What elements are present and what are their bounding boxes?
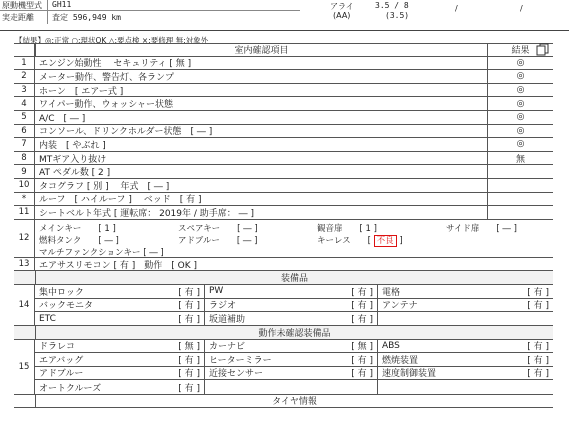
table-row	[14, 97, 553, 111]
equipment-value: [ 無 ]	[351, 342, 373, 353]
row-number: 6	[14, 125, 35, 138]
equipment-value: [ 有 ]	[351, 315, 373, 326]
equipment-cell	[205, 380, 378, 394]
fuel-tank: 燃料タンク [ ― ]	[39, 235, 119, 246]
equipment-name: 速度制御装置	[382, 369, 437, 380]
equipment-value: [ 有 ]	[178, 287, 200, 298]
row-number: 3	[14, 84, 35, 97]
table-row	[14, 111, 553, 125]
row-result: ◎	[487, 125, 553, 138]
row-item: メーター動作、警告灯、各ランプ	[39, 72, 175, 83]
row-number: 1	[14, 57, 35, 70]
equipment-value: [ 有 ]	[351, 369, 373, 380]
equipment-cell	[378, 380, 553, 394]
row-item: タコグラフ [ 別 ] 年式 [ ― ]	[39, 181, 170, 192]
equipment-cell	[35, 285, 205, 298]
grid-row	[35, 340, 553, 354]
equipment-name: 近接センサー	[209, 369, 264, 380]
table-row	[14, 206, 553, 220]
grid-row	[35, 380, 553, 394]
equipment-cell	[378, 353, 553, 366]
equipment-cell	[205, 367, 378, 380]
row-result: ◎	[487, 138, 553, 151]
table-row	[14, 138, 553, 152]
equipment-cell	[205, 299, 378, 312]
equipment-value: [ 有 ]	[527, 342, 549, 353]
rear-doors: 観音扉 [ 1 ]	[317, 223, 377, 234]
equipment-value: [ 有 ]	[351, 301, 373, 312]
equipment-value: [ 有 ]	[527, 369, 549, 380]
row-number: 7	[14, 138, 35, 151]
keyless: キーレス [ 不良 ]	[317, 235, 403, 246]
equipment-value: [ 有 ]	[178, 355, 200, 366]
row-number: 2	[14, 70, 35, 83]
inspection-table	[14, 43, 553, 408]
equipment-cell	[205, 340, 378, 353]
equipment-value: [ 有 ]	[178, 369, 200, 380]
row-item: シートベルト年式 [ 運転席： 2019年 / 助手席： ― ]	[39, 208, 254, 219]
copy-icon[interactable]	[533, 43, 553, 56]
row-number: 13	[14, 258, 35, 271]
model-label: 原動機型式	[2, 1, 42, 10]
mileage-value: 査定 596,949 km	[52, 13, 121, 22]
align-label: アライ	[330, 2, 354, 11]
equipment-section-header	[14, 271, 553, 285]
row-number: 12	[14, 220, 35, 257]
adblue-key: アドブルー [ ― ]	[178, 235, 258, 246]
equipment-name: アンテナ	[382, 301, 418, 312]
keyless-status-badge: 不良	[374, 235, 397, 247]
equipment-cell	[205, 353, 378, 366]
equipment-name: ドラレコ	[39, 342, 76, 353]
align-value-2: (3.5)	[385, 11, 410, 20]
equipment-title: 装備品	[35, 271, 553, 284]
tire-section-header	[14, 395, 553, 409]
equipment-name: ETC	[39, 313, 56, 324]
table-row	[14, 84, 553, 98]
equipment-cell	[35, 312, 205, 326]
row-result: ◎	[487, 97, 553, 110]
equipment-value: [ 有 ]	[178, 383, 200, 394]
equipment-value: [ 有 ]	[178, 315, 200, 326]
row-item: エアサスリモコン [ 有 ] 動作 [ OK ]	[39, 260, 197, 271]
grid-row	[35, 299, 553, 313]
row-result: ◎	[487, 70, 553, 83]
equipment-value: [ 有 ]	[527, 287, 549, 298]
equipment-name: オートクルーズ	[39, 383, 102, 394]
equipment-cell	[35, 367, 205, 380]
equipment-value: [ 有 ]	[527, 355, 549, 366]
row-item: A/C [ ― ]	[39, 113, 86, 124]
equipment-name: ヒーターミラー	[209, 355, 272, 366]
row-number: 15	[14, 340, 35, 394]
tire-title: タイヤ情報	[35, 395, 553, 408]
table-header-row	[14, 43, 553, 57]
equipment-cell	[205, 285, 378, 298]
equipment-value: [ 無 ]	[178, 342, 200, 353]
row-number: 14	[14, 285, 35, 325]
equipment-cell	[378, 312, 553, 326]
equipment-name: 電格	[382, 287, 401, 298]
row-number: 5	[14, 111, 35, 124]
table-row	[14, 57, 553, 71]
grid-row	[35, 285, 553, 299]
equipment-cell	[205, 312, 378, 326]
align-value: 3.5 / 8	[375, 1, 409, 10]
header-divider	[0, 10, 300, 11]
table-row	[14, 193, 553, 207]
equipment-name: PW	[209, 286, 224, 297]
equipment-value: [ 有 ]	[351, 355, 373, 366]
multifunction-key: マルチファンクションキー [ ― ]	[39, 247, 164, 258]
header-column-divider	[47, 0, 48, 24]
equipment-name: 燃焼装置	[382, 355, 419, 366]
row-item: AT ペダル数 [ 2 ]	[39, 168, 111, 179]
equipment-name: ABS	[382, 340, 400, 351]
unchecked-section-header	[14, 326, 553, 340]
spare-key: スペアキー [ ― ]	[178, 223, 258, 234]
vehicle-header	[0, 0, 569, 31]
equipment-cell	[35, 299, 205, 312]
row-result	[487, 206, 553, 219]
row-item: ワイパー動作、ウォッシャー状態	[39, 100, 174, 111]
slash-mark-1: /	[455, 4, 458, 13]
equipment-name: バックモニタ	[39, 301, 94, 312]
row-item: ルーフ [ ハイルーフ ] ベッド [ 有 ]	[39, 195, 202, 206]
align-sub: (AA)	[333, 11, 351, 20]
equipment-value: [ 有 ]	[527, 301, 549, 312]
equipment-value: [ 有 ]	[351, 287, 373, 298]
row-result: ◎	[487, 111, 553, 124]
unchecked-title: 動作未確認装備品	[35, 326, 553, 339]
row-number: 11	[14, 206, 35, 219]
table-row-keys	[14, 220, 553, 258]
model-value: GH11	[52, 0, 72, 9]
row-result: ◎	[487, 57, 553, 70]
row-item: MTギア入り抜け	[39, 154, 107, 165]
equipment-name: 坂道補助	[209, 315, 246, 326]
grid-row	[35, 353, 553, 367]
row-result	[487, 193, 553, 206]
main-key: メインキー [ 1 ]	[39, 223, 116, 234]
equipment-name: アドブルー	[39, 369, 84, 380]
equipment-cell	[35, 380, 205, 394]
row-result	[487, 165, 553, 178]
equipment-name: 集中ロック	[39, 287, 84, 298]
grid-row	[35, 312, 553, 326]
equipment-name: カーナビ	[209, 342, 246, 353]
equipment-cell	[378, 285, 553, 298]
table-row	[14, 165, 553, 179]
result-header: 結果	[487, 44, 553, 56]
table-row-air-suspension	[14, 258, 553, 272]
row-result: ◎	[487, 84, 553, 97]
equipment-cell	[378, 299, 553, 312]
unchecked-grid	[14, 340, 553, 395]
slash-mark-2: /	[520, 4, 523, 13]
row-result: 無	[487, 152, 553, 165]
row-number: 9	[14, 165, 35, 178]
equipment-value: [ 有 ]	[178, 301, 200, 312]
equipment-cell	[378, 340, 553, 353]
table-row	[14, 179, 553, 193]
equipment-name: エアバッグ	[39, 355, 84, 366]
row-number: 4	[14, 97, 35, 110]
equipment-cell	[35, 340, 205, 353]
row-result	[487, 179, 553, 192]
table-row	[14, 152, 553, 166]
row-number: *	[14, 193, 35, 206]
row-item: エンジン始動性 セキュリティ [ 無 ]	[39, 59, 192, 70]
equipment-grid	[14, 285, 553, 326]
mileage-label: 実走距離	[2, 13, 34, 22]
table-title: 室内確認項目	[35, 44, 487, 56]
table-row	[14, 70, 553, 84]
row-number: 8	[14, 152, 35, 165]
equipment-cell	[378, 367, 553, 380]
row-item: 内装 [ やぶれ ]	[39, 140, 106, 151]
equipment-cell	[35, 353, 205, 366]
result-legend: 【結果】◎:正常 ○:現状OK △:要点検 ×:要修理 無:対象外	[15, 36, 209, 45]
row-item: ホーン [ エアー式 ]	[39, 86, 124, 97]
grid-row	[35, 367, 553, 381]
equipment-name: ラジオ	[209, 301, 237, 312]
row-item: コンソール、ドリンクホルダー状態 [ ― ]	[39, 127, 213, 138]
side-door: サイド扉 [ ― ]	[446, 223, 517, 234]
row-number: 10	[14, 179, 35, 192]
table-row	[14, 125, 553, 139]
